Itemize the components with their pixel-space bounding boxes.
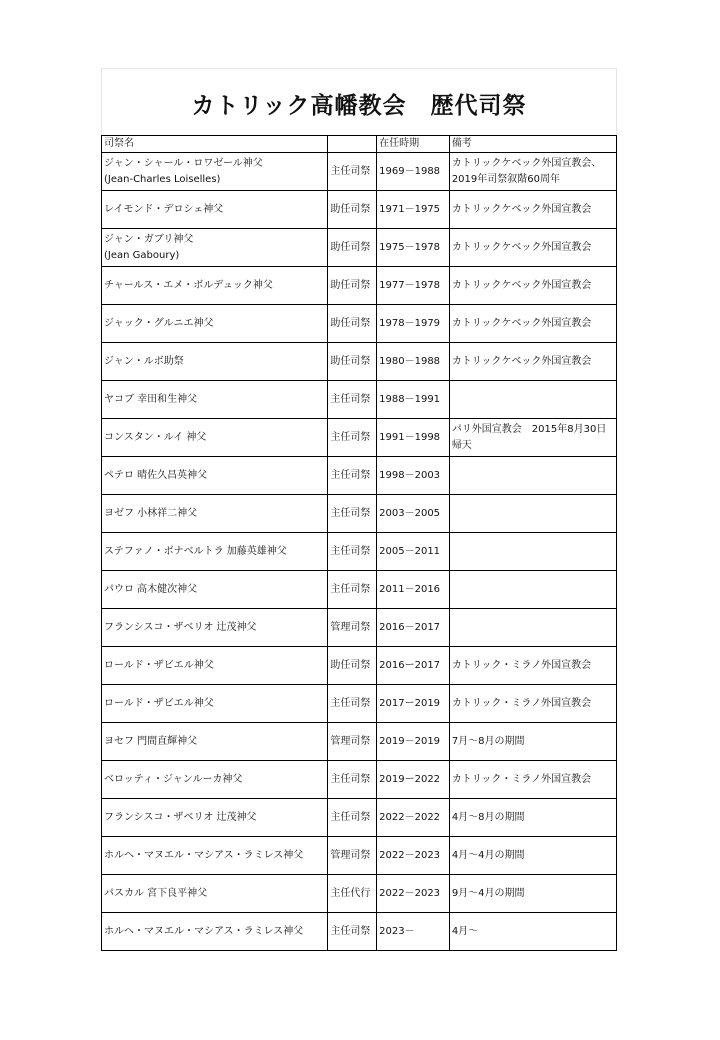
term-cell: 1991－1998 — [377, 419, 450, 457]
term-cell: 2017ー2019 — [377, 685, 450, 723]
note-cell — [449, 875, 616, 913]
table-row — [102, 647, 617, 685]
priest-name-cell — [102, 799, 328, 837]
term-cell: 2022－2023 — [377, 837, 450, 875]
note-cell — [449, 571, 616, 609]
table-row — [102, 533, 617, 571]
note-cell — [449, 381, 616, 419]
priest-name-cell — [102, 913, 328, 951]
page-title: カトリック高幡教会 歴代司祭 — [191, 93, 527, 119]
role-cell: 助任司祭 — [328, 229, 377, 267]
priest-name-line: ジャン・シャール・ロワゼール神父 — [104, 157, 263, 169]
priest-name-line: ペテロ 晴佐久昌英神父 — [104, 469, 208, 481]
table-row — [102, 913, 617, 951]
priest-name-line: (Jean Gaboury) — [104, 249, 180, 261]
table-row — [102, 799, 617, 837]
priest-name-cell — [102, 723, 328, 761]
term-cell: 2011－2016 — [377, 571, 450, 609]
column-header-name: 司祭名 — [102, 136, 328, 153]
priest-name-cell — [102, 533, 328, 571]
priest-name-line: チャールス・エメ・ボルデュック神父 — [104, 279, 273, 291]
role-cell: 主任司祭 — [328, 799, 377, 837]
term-cell: 2023－ — [377, 913, 450, 951]
priest-name-line: フランシスコ・ザベリオ 辻茂神父 — [104, 811, 257, 823]
note-line: カトリックケベック外国宣教会 — [451, 355, 592, 367]
priest-name-cell — [102, 305, 328, 343]
note-cell — [449, 761, 616, 799]
table-row — [102, 457, 617, 495]
note-cell — [449, 533, 616, 571]
priest-name-line: ホルヘ・マヌエル・マシアス・ラミレス神父 — [104, 925, 304, 937]
role-cell: 助任司祭 — [328, 267, 377, 305]
note-cell — [449, 913, 616, 951]
priest-name-cell — [102, 381, 328, 419]
note-line: カトリック・ミラノ外国宣教会 — [451, 697, 592, 709]
note-line: 4月～8月の期間 — [451, 811, 525, 823]
table-row — [102, 495, 617, 533]
priest-name-cell — [102, 153, 328, 191]
table-row — [102, 571, 617, 609]
role-cell: 主任司祭 — [328, 571, 377, 609]
role-cell: 主任司祭 — [328, 419, 377, 457]
term-cell: 2019ー2022 — [377, 761, 450, 799]
priest-name-cell — [102, 495, 328, 533]
note-cell — [449, 647, 616, 685]
document-sheet — [101, 68, 617, 970]
term-cell: 2005－2011 — [377, 533, 450, 571]
note-line: カトリックケベック外国宣教会 — [451, 317, 592, 329]
note-line: カトリック・ミラノ外国宣教会 — [451, 659, 592, 671]
term-cell: 1998－2003 — [377, 457, 450, 495]
table-row — [102, 153, 617, 191]
term-cell: 1971－1975 — [377, 191, 450, 229]
note-cell — [449, 457, 616, 495]
note-line: 帰天 — [451, 439, 472, 451]
role-cell: 管理司祭 — [328, 723, 377, 761]
role-cell: 助任司祭 — [328, 647, 377, 685]
priest-name-cell — [102, 267, 328, 305]
priest-name-line: ヤコブ 幸田和生神父 — [104, 393, 198, 405]
term-cell: 1969－1988 — [377, 153, 450, 191]
note-cell — [449, 191, 616, 229]
priest-history-table — [101, 135, 617, 951]
priest-name-line: フランシスコ・ザベリオ 辻茂神父 — [104, 621, 257, 633]
priest-name-line: ロールド・ザビエル神父 — [104, 659, 214, 671]
priest-name-line: ロールド・ザビエル神父 — [104, 697, 214, 709]
term-cell: 2022－2022 — [377, 799, 450, 837]
role-cell: 主任司祭 — [328, 761, 377, 799]
note-line: カトリック・ミラノ外国宣教会 — [451, 773, 592, 785]
priest-name-line: ジャン・ルボ助祭 — [104, 355, 184, 367]
role-cell: 主任司祭 — [328, 153, 377, 191]
term-cell: 2016ー2017 — [377, 647, 450, 685]
priest-name-cell — [102, 761, 328, 799]
role-cell: 助任司祭 — [328, 191, 377, 229]
priest-name-cell — [102, 837, 328, 875]
role-cell: 助任司祭 — [328, 305, 377, 343]
role-cell: 主任代行 — [328, 875, 377, 913]
note-cell — [449, 685, 616, 723]
note-cell — [449, 837, 616, 875]
priest-name-cell — [102, 419, 328, 457]
role-cell: 主任司祭 — [328, 381, 377, 419]
priest-name-line: ジャン・ガブリ神父 — [104, 233, 194, 245]
priest-name-line: ヨゼフ 小林祥二神父 — [104, 507, 198, 519]
note-cell — [449, 723, 616, 761]
note-line: 2019年司祭叙階60周年 — [451, 173, 560, 185]
priest-name-cell — [102, 609, 328, 647]
column-header-role — [328, 136, 377, 153]
priest-name-line: ステファノ・ボナベルトラ 加藤英雄神父 — [104, 545, 287, 557]
table-row — [102, 685, 617, 723]
priest-name-cell — [102, 875, 328, 913]
table-row — [102, 723, 617, 761]
priest-name-line: ベロッティ・ジャンルーカ神父 — [104, 773, 243, 785]
note-cell — [449, 419, 616, 457]
note-line: カトリックケベック外国宣教会 — [451, 279, 592, 291]
priest-name-line: ジャック・グルニエ神父 — [104, 317, 214, 329]
role-cell: 主任司祭 — [328, 495, 377, 533]
priest-name-line: ヨセフ 門間直輝神父 — [104, 735, 198, 747]
table-row — [102, 229, 617, 267]
priest-name-cell — [102, 229, 328, 267]
table-row — [102, 343, 617, 381]
term-cell: 1980－1988 — [377, 343, 450, 381]
role-cell: 主任司祭 — [328, 457, 377, 495]
note-line: 4月～ — [451, 925, 479, 937]
note-cell — [449, 153, 616, 191]
note-cell — [449, 799, 616, 837]
note-line: カトリックケベック外国宣教会 — [451, 203, 592, 215]
note-line: 9月～4月の期間 — [451, 887, 525, 899]
role-cell: 主任司祭 — [328, 685, 377, 723]
term-cell: 1988－1991 — [377, 381, 450, 419]
table-row — [102, 761, 617, 799]
priest-name-cell — [102, 343, 328, 381]
priest-name-line: レイモンド・デロシェ神父 — [104, 203, 224, 215]
priest-name-cell — [102, 457, 328, 495]
note-cell — [449, 343, 616, 381]
table-row — [102, 381, 617, 419]
note-cell — [449, 229, 616, 267]
table-row — [102, 305, 617, 343]
priest-name-line: (Jean-Charles Loiselles) — [104, 173, 221, 185]
note-cell — [449, 267, 616, 305]
table-row — [102, 267, 617, 305]
title-box — [101, 68, 617, 136]
note-line: カトリックケベック外国宣教会、 — [451, 157, 602, 169]
table-row — [102, 609, 617, 647]
priest-name-line: コンスタン・ルイ 神父 — [104, 431, 207, 443]
priest-name-line: パウロ 高木健次神父 — [104, 583, 198, 595]
role-cell: 管理司祭 — [328, 837, 377, 875]
table-row — [102, 419, 617, 457]
note-cell — [449, 495, 616, 533]
table-row — [102, 191, 617, 229]
priest-name-cell — [102, 191, 328, 229]
note-line: 4月～4月の期間 — [451, 849, 525, 861]
column-header-note: 備考 — [449, 136, 616, 153]
column-header-term: 在任時期 — [377, 136, 450, 153]
role-cell: 管理司祭 — [328, 609, 377, 647]
note-line: 7月～8月の期間 — [451, 735, 525, 747]
role-cell: 主任司祭 — [328, 533, 377, 571]
term-cell: 2016－2017 — [377, 609, 450, 647]
term-cell: 2019－2019 — [377, 723, 450, 761]
term-cell: 2003－2005 — [377, 495, 450, 533]
note-cell — [449, 305, 616, 343]
priest-name-line: ホルヘ・マヌエル・マシアス・ラミレス神父 — [104, 849, 304, 861]
term-cell: 2022－2023 — [377, 875, 450, 913]
priest-name-line: パスカル 宮下良平神父 — [104, 887, 208, 899]
priest-name-cell — [102, 685, 328, 723]
priest-name-cell — [102, 647, 328, 685]
table-row — [102, 837, 617, 875]
note-line: カトリックケベック外国宣教会 — [451, 241, 592, 253]
term-cell: 1978－1979 — [377, 305, 450, 343]
term-cell: 1975－1978 — [377, 229, 450, 267]
note-line: パリ外国宣教会 2015年8月30日 — [451, 423, 607, 435]
role-cell: 主任司祭 — [328, 913, 377, 951]
table-header-row — [102, 136, 617, 153]
role-cell: 助任司祭 — [328, 343, 377, 381]
priest-name-cell — [102, 571, 328, 609]
table-row — [102, 875, 617, 913]
note-cell — [449, 609, 616, 647]
table-body — [102, 153, 617, 951]
term-cell: 1977－1978 — [377, 267, 450, 305]
